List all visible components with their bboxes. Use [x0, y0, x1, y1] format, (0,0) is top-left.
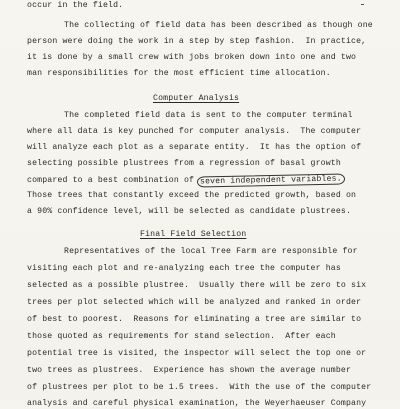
text-line: selected as a possible plustree. Usually there will be zero to six	[27, 281, 367, 290]
text-line: man responsibilities for the most efficient time allocation.	[27, 69, 331, 78]
text-line: where all data is key punched for computer analysis. The computer	[27, 127, 362, 136]
text-line: of plustrees per plot to be 1.5 trees. With the use of the computer	[27, 383, 372, 392]
text-fragment: compared to a best combination of	[27, 176, 200, 185]
section-heading-final-field-selection: Final Field Selection	[140, 230, 247, 239]
text-line: those quoted as requirements for stand selection. After each	[27, 332, 336, 341]
text-line: The completed field data is sent to the computer terminal	[64, 111, 353, 120]
text-line: selecting possible plustrees from a regression of basal growth	[27, 159, 341, 168]
text-line: person were doing the work in a step by step fashion. In practice,	[27, 37, 367, 46]
text-line: analysis and careful physical examination, the Weyerhaeuser Company	[27, 399, 367, 408]
text-line: occur in the field.	[27, 1, 124, 10]
text-line: Representatives of the local Tree Farm are responsible for	[64, 247, 358, 256]
text-line: will analyze each plot as a separate entity. It has the option of	[27, 143, 362, 152]
text-line: The collecting of field data has been described as though one	[64, 21, 373, 30]
margin-mark	[361, 4, 364, 5]
text-line: two trees as plustrees. Experience has shown the average number	[27, 366, 352, 375]
text-line: visiting each plot and re-analyzing each tree the computer has	[27, 264, 341, 273]
circled-annotation: seven independent variables.	[197, 173, 345, 187]
text-line: it is done by a small crew with jobs broken down into one and two	[27, 53, 357, 62]
text-line: a 90% confidence level, will be selected as candidate plustrees.	[27, 207, 352, 216]
text-line: potential tree is visited, the inspector will select the top one or	[27, 349, 367, 358]
text-line-with-annotation	[27, 175, 345, 186]
text-line: of best to poorest. Reasons for eliminating a tree are similar to	[27, 315, 362, 324]
text-line: trees per plot selected which will be analyzed and ranked in order	[27, 298, 362, 307]
section-heading-computer-analysis: Computer Analysis	[153, 94, 240, 103]
text-line: Those trees that constantly exceed the predicted growth, based on	[27, 191, 357, 200]
